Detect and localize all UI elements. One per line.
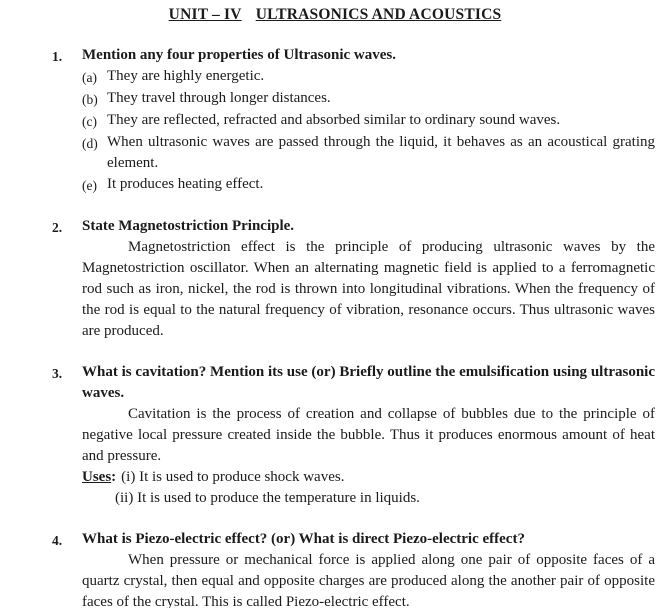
list-item-text: They are highly energetic. <box>107 68 265 84</box>
question-block-2 <box>0 216 670 342</box>
list-item-text: It produces heating effect. <box>107 176 264 192</box>
question-content <box>82 45 655 196</box>
uses-heading: Uses <box>82 469 112 485</box>
uses-colon: : <box>111 469 117 485</box>
question-block-4 <box>0 529 670 608</box>
question-block-1 <box>0 45 670 196</box>
question-text: Mention any four properties of Ultrasonic waves. <box>82 47 397 63</box>
question-content <box>82 362 655 509</box>
uses-line-1 <box>82 467 655 488</box>
list-item <box>82 66 655 88</box>
list-item <box>82 174 655 196</box>
question-text: State Magnetostriction Principle. <box>82 218 295 234</box>
list-item-text: When ultrasonic waves are passed through the liquid, it behaves as an acoustical grating element. <box>107 134 655 171</box>
document-title <box>0 4 670 25</box>
uses-line-2 <box>82 488 655 509</box>
list-item <box>82 110 655 132</box>
list-item-label: (a) <box>82 70 97 85</box>
answer-paragraph: Magnetostriction effect is the principle of producing ultrasonic waves by the Magnetostriction oscillator. When an alternating magnetic field is applied to a ferromagnetic rod such as iron, nickel, the rod is thrown into longitudinal vibrations. When the frequency of the rod is equal to the natural frequency of vibration, resonance occurs. Thus ultrasonic waves are produced. <box>82 239 655 339</box>
answer-paragraph: Cavitation is the process of creation and collapse of bubbles due to the principle of negative local pressure created inside the bubble. Thus it produces enormous amount of heat and pressure. <box>82 406 655 464</box>
question-content <box>82 216 655 342</box>
use-item-text: (ii) It is used to produce the temperature in liquids. <box>115 490 420 506</box>
question-content <box>82 529 655 608</box>
list-item <box>82 88 655 110</box>
question-number: 3. <box>52 366 63 381</box>
use-item-text: (i) It is used to produce shock waves. <box>121 469 345 485</box>
list-item-label: (b) <box>82 92 98 107</box>
list-item-text: They travel through longer distances. <box>107 90 331 106</box>
subject-title: ULTRASONICS AND ACOUSTICS <box>255 6 502 23</box>
list-item-label: (c) <box>82 114 97 129</box>
list-item-text: They are reflected, refracted and absorbed similar to ordinary sound waves. <box>107 112 561 128</box>
question-text: What is Piezo-electric effect? (or) What is direct Piezo-electric effect? <box>82 531 525 547</box>
list-item-label: (d) <box>82 136 98 151</box>
list-item-label: (e) <box>82 178 97 193</box>
question-number: 1. <box>52 49 63 64</box>
question-block-3 <box>0 362 670 509</box>
question-number: 4. <box>52 533 63 548</box>
unit-label: UNIT – IV <box>168 6 242 23</box>
answer-paragraph: When pressure or mechanical force is applied along one pair of opposite faces of a quartz crystal, then equal and opposite charges are produced along the another pair of opposite faces of the crystal. This is called Piezo-electric effect. <box>82 552 655 608</box>
question-number: 2. <box>52 220 63 235</box>
question-text: What is cavitation? Mention its use (or) Briefly outline the emulsification using ultrasonic waves. <box>82 364 655 401</box>
list-item <box>82 132 655 174</box>
